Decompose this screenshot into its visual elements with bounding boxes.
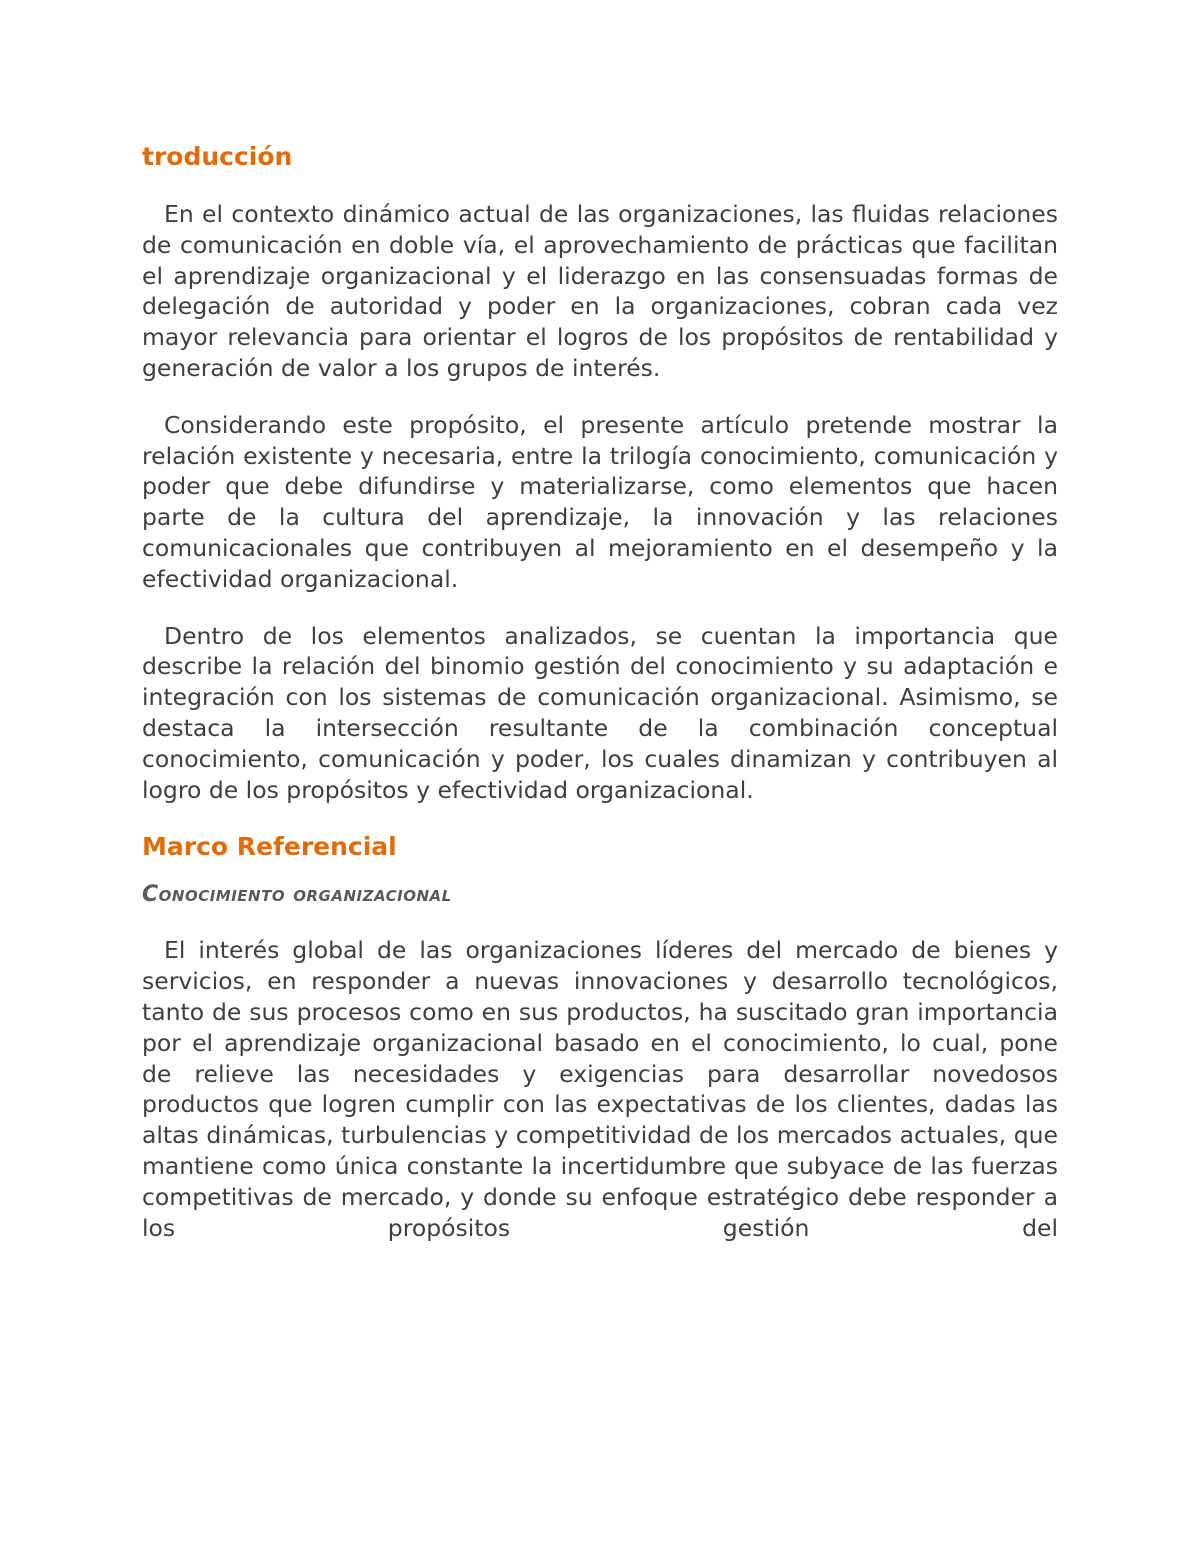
intro-paragraph-3: Dentro de los elementos analizados, se cuentan la importancia que describe la relación del binomio gestión del conocimiento y su adaptación e integración con los sistemas de comunicación organizacional. Asimismo, se destaca la intersección resultante de la combinación conceptual conocimiento, comunicación y poder, los cuales dinamizan y contribuyen al logro de los propósitos y efectividad organizacional. [142,621,1058,804]
subsection-heading: Conocimiento organizacional [142,882,452,908]
intro-paragraph-1: En el contexto dinámico actual de las organizaciones, las fluidas relaciones de comunicación en doble vía, el aprovechamiento de prácticas que facilitan el aprendizaje organizacional y el liderazgo en las consensuadas formas de delegación de autoridad y poder en la organizaciones, cobran cada vez mayor relevancia para orientar el logros de los propósitos de rentabilidad y generación de valor a los grupos de interés. [142,200,1058,382]
section-paragraph: El interés global de las organizaciones líderes del mercado de bienes y servicios, en responder a nuevas innovaciones y desarrollo tecnológicos, tanto de sus procesos como en sus productos, ha suscitado gran importancia por el aprendizaje organizacional basado en el conocimiento, lo cual, pone de relieve las necesidades y exigencias para desarrollar novedosos productos que logren cumplir con las expectativas de los clientes, dadas las altas dinámicas, turbulencias y competitividad de los mercados actuales, que mantiene como única constante la incertidumbre que subyace de las fuerzas competitivas de mercado, y donde su enfoque estratégico debe responder a los propósitos gestión del [142,936,1058,1242]
section-heading: Marco Referencial [142,832,397,862]
intro-paragraph-2: Considerando este propósito, el presente artículo pretende mostrar la relación existente y necesaria, entre la trilogía conocimiento, comunicación y poder que debe difundirse y materializarse, como elementos que hacen parte de la cultura del aprendizaje, la innovación y las relaciones comunicacionales que contribuyen al mejoramiento en el desempeño y la efectividad organizacional. [142,410,1058,593]
intro-heading: troducción [142,142,293,171]
document-body [142,141,1058,1269]
